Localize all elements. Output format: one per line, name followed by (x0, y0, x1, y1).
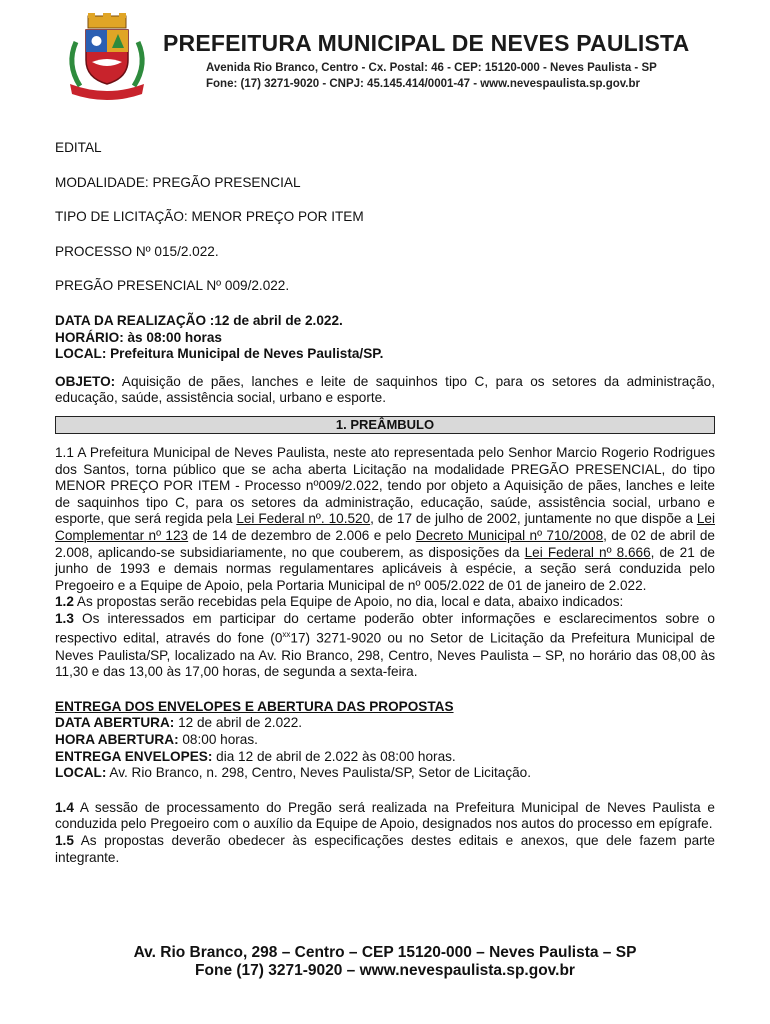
entrega-heading: ENTREGA DOS ENVELOPES E ABERTURA DAS PROPOSTAS (55, 698, 454, 714)
horario-line: HORÁRIO: às 08:00 horas (55, 329, 222, 345)
letterhead-address: Avenida Rio Branco, Centro - Cx. Postal: 46 - CEP: 15120-000 - Neves Paulista - SP (206, 62, 657, 74)
paragraph-1-4 (55, 800, 715, 833)
p12-text: As propostas serão recebidas pela Equipe de Apoio, no dia, local e data, abaixo indicados: (73, 594, 624, 610)
p12-number: 1.2 (55, 594, 74, 610)
modalidade-line: MODALIDADE: PREGÃO PRESENCIAL (55, 174, 301, 190)
hora-abertura-line (55, 732, 715, 749)
data-abertura-line (55, 715, 715, 732)
link-lei-complementar-123: Lei Complementar nº 123 (55, 511, 715, 543)
local-line: LOCAL: Prefeitura Municipal de Neves Paulista/SP. (55, 346, 384, 362)
processo-line: PROCESSO Nº 015/2.022. (55, 243, 219, 259)
hora-abertura-value: 08:00 horas. (178, 731, 258, 747)
section-preambulo-bar: 1. PREÂMBULO (55, 416, 715, 434)
document-body (55, 140, 715, 866)
entrega-local-label: LOCAL: (55, 765, 107, 781)
footer-address: Av. Rio Branco, 298 – Centro – CEP 15120-000 – Neves Paulista – SP (133, 944, 637, 961)
municipal-crest-icon (62, 12, 152, 102)
entrega-envelopes-value: dia 12 de abril de 2.022 às 08:00 horas. (212, 748, 456, 764)
p15-text: As propostas deverão obedecer às especificações destes editais e anexos, que dele fazem parte integrante. (55, 832, 715, 865)
letterhead-contact: Fone: (17) 3271-9020 - CNPJ: 45.145.414/0001-47 - www.nevespaulista.sp.gov.br (206, 78, 640, 90)
letterhead (0, 0, 770, 110)
objeto-label: OBJETO: (55, 373, 116, 389)
p15-number: 1.5 (55, 832, 74, 848)
edital-heading: EDITAL (55, 140, 102, 155)
p13-text-a: Os interessados em participar do certame poderão obter informações e esclarecimentos sobre o respectivo edital, através do fone (0 (55, 610, 715, 646)
objeto-paragraph (55, 374, 715, 407)
entrega-envelopes-label: ENTREGA ENVELOPES: (55, 748, 213, 764)
footer-contact: Fone (17) 3271-9020 – www.nevespaulista.sp.gov.br (195, 962, 575, 979)
tipo-licitacao-line: TIPO DE LICITAÇÃO: MENOR PREÇO POR ITEM (55, 209, 364, 225)
paragraph-1-3 (55, 611, 715, 681)
p11-text-c: de 14 de dezembro de 2.006 e pelo (188, 527, 416, 543)
data-abertura-value: 12 de abril de 2.022. (174, 715, 303, 731)
paragraph-1-2 (55, 594, 715, 611)
p13-number: 1.3 (55, 610, 74, 626)
link-lei-10520: Lei Federal nº. 10.520 (236, 511, 371, 527)
p11-text-a: 1.1 A Prefeitura Municipal de Neves Paulista, neste ato representada pelo Senhor Marcio Rogerio Rodrigues dos Santos, torna público que se acha aberta Licitação na modalidade PREGÃO PRESENCIAL, do tipo MENOR PREÇO POR ITEM - Processo nº009/2.022, tendo por objeto a Aquisição de pães, lanches e leite de saquinhos tipo C, para os setores da administração, educação, saúde, assistência social, urbano e esporte, que será regida pela (55, 444, 715, 527)
p13-superscript: xx (282, 630, 291, 640)
pregao-line: PREGÃO PRESENCIAL Nº 009/2.022. (55, 278, 290, 294)
letterhead-title: PREFEITURA MUNICIPAL DE NEVES PAULISTA (163, 30, 690, 56)
entrega-local-line (55, 765, 715, 782)
p11-text-e: , de 21 de junho de 1993 e demais normas regulamentares aplicáveis à espécie, a seção será conduzida pelo Pregoeiro e a Equipe de Apoio, pela Portaria Municipal de nº 005/2.022 de 01 de janeiro de 2.022. (55, 544, 715, 593)
data-realizacao: DATA DA REALIZAÇÃO :12 de abril de 2.022. (55, 312, 343, 328)
p11-text-d: , de 02 de abril de 2.008, aplicando-se subsidiariamente, no que couberem, as disposições da (55, 527, 715, 560)
p14-text: A sessão de processamento do Pregão será realizada na Prefeitura Municipal de Neves Paulista e conduzida pelo Pregoeiro com o auxílio da Equipe de Apoio, designados nos autos do processo em epígrafe. (55, 799, 715, 832)
paragraph-1-5 (55, 833, 715, 866)
p13-text-b: 17) 3271-9020 ou no Setor de Licitação da Prefeitura Municipal de Neves Paulista/SP, localizado na Av. Rio Branco, 298, Centro, Neves Paulista – SP, no horário das 08,00 às 11,30 e das 13,00 às 17,00 horas, de segunda a sexta-feira. (55, 631, 716, 680)
hora-abertura-label: HORA ABERTURA: (55, 731, 179, 747)
entrega-envelopes-line (55, 749, 715, 766)
link-decreto-710: Decreto Municipal nº 710/2008 (415, 527, 604, 543)
link-lei-8666: Lei Federal nº 8.666 (524, 544, 651, 560)
entrega-local-value: Av. Rio Branco, n. 298, Centro, Neves Paulista/SP, Setor de Licitação. (106, 765, 532, 781)
p11-text-b: , de 17 de julho de 2002, juntamente no que dispõe a (370, 511, 697, 527)
data-abertura-label: DATA ABERTURA: (55, 715, 175, 731)
objeto-text: Aquisição de pães, lanches e leite de saquinhos tipo C, para os setores da administração, educação, saúde, assistência social, urbano e esporte. (55, 373, 715, 406)
paragraph-1-1 (55, 445, 715, 594)
p14-number: 1.4 (55, 799, 74, 815)
